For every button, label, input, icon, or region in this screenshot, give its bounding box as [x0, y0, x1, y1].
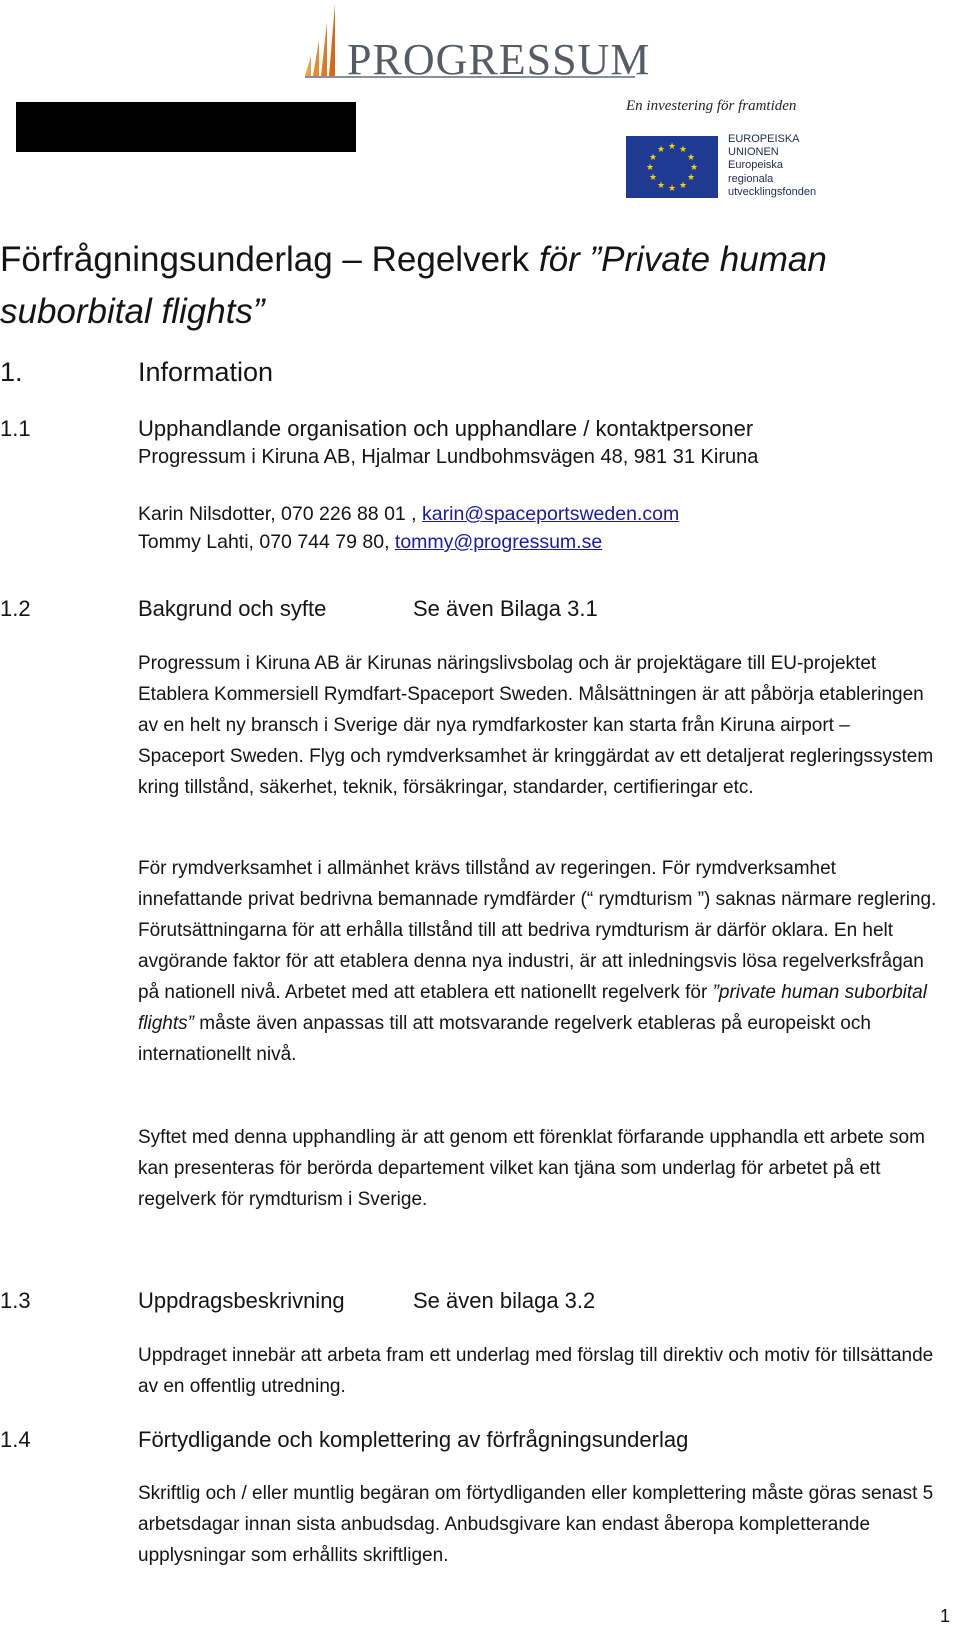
eu-line: UNIONEN [728, 146, 779, 159]
section-heading: Upphandlande organisation och upphandlare / kontaktpersoner [138, 416, 754, 441]
progressum-wordmark: PROGRESSUM [347, 35, 651, 84]
appendix-reference: Se även bilaga 3.2 [413, 1288, 596, 1313]
section-heading: Förtydligande och komplettering av förfrågningsunderlag [138, 1427, 689, 1452]
section-number: 1.1 [0, 416, 31, 441]
contact-name: Tommy Lahti, 070 744 79 80, [138, 531, 395, 553]
section-heading: Uppdragsbeskrivning [138, 1288, 345, 1313]
svg-text:★: ★ [645, 163, 655, 173]
email-link[interactable]: karin@spaceportsweden.com [422, 503, 680, 525]
svg-text:★: ★ [689, 163, 699, 173]
section-number: 1. [0, 357, 23, 387]
organisation-address: Progressum i Kiruna AB, Hjalmar Lundbohmsvägen 48, 981 31 Kiruna [138, 446, 759, 468]
paragraph-text: För rymdverksamhet i allmänhet krävs tillstånd av regeringen. För rymdverksamhet innefattande privat bedrivna bemannade rymdfärder (“ rymdturism ”) saknas närmare reglering. Förutsättningarna för att erhålla tillstånd till att bedriva rymdturism är därför oklara. En helt avgörande faktor för att etablera denna nya industri, är att inledningsvis lösa regelverksfrågan på nationell nivå. Arbetet med att etablera ett nationellt regelverk för [138, 858, 937, 1003]
paragraph: Uppdraget innebär att arbeta fram ett underlag med förslag till direktiv och motiv för tillsättande av en offentlig utredning. [138, 1345, 934, 1397]
eu-flag-icon [626, 136, 718, 198]
svg-text:★: ★ [686, 173, 696, 183]
eu-line: Europeiska [728, 159, 784, 172]
svg-text:★: ★ [667, 142, 677, 152]
section-heading: Bakgrund och syfte [138, 596, 327, 621]
section-number: 1.2 [0, 596, 31, 621]
title-italic-text: för ”Private human suborbital flights” [0, 240, 827, 331]
contact-name: Karin Nilsdotter, 070 226 88 01 , [138, 503, 423, 525]
svg-text:★: ★ [656, 181, 666, 191]
section-heading: Information [138, 357, 274, 387]
svg-text:★: ★ [678, 145, 688, 155]
eu-line: EUROPEISKA [728, 133, 800, 145]
title-text: Förfrågningsunderlag – Regelverk [0, 240, 539, 279]
paragraph: Progressum i Kiruna AB är Kirunas näringslivsbolag och är projektägare till EU-projektet Etablera Kommersiell Rymdfart-Spaceport Sweden. Målsättningen är att påbörja etableringen av en helt ny bransch i Sverige där nya rymdfarkoster kan starta från Kiruna airport – Spaceport Sweden. Flyg och rymdverksamhet är kringgärdat av ett detaljerat regleringssystem kring tillstånd, säkerhet, teknik, försäkringar, standarder, certifieringar etc. [138, 653, 934, 798]
section-number: 1.3 [0, 1288, 31, 1313]
paragraph: Syftet med denna upphandling är att genom ett förenklat förfarande upphandla ett arbete som kan presenteras för berörda departement vilket kan tjäna som underlag för arbetet på ett regelverk för rymdturism i Sverige. [138, 1127, 925, 1210]
eu-label [728, 133, 816, 199]
paragraph-italic-text: ”private human suborbital flights” [138, 982, 927, 1034]
paragraph [138, 853, 938, 1070]
paragraph: Skriftlig och / eller muntlig begäran om förtydliganden eller komplettering måste göras senast 5 arbetsdagar innan sista anbudsdag. Anbudsgivare kan endast åberopa kompletterande upplysningar som erhållits skriftligen. [138, 1483, 934, 1566]
paragraph-text: måste även anpassas till att motsvarande regelverk etableras på europeiskt och internationellt nivå. [138, 1013, 871, 1065]
contact-line [138, 528, 602, 556]
tagline: En investering för framtiden [626, 98, 797, 114]
svg-text:★: ★ [648, 153, 658, 163]
email-link[interactable]: tommy@progressum.se [394, 531, 603, 553]
svg-text:★: ★ [678, 181, 688, 191]
document-title [0, 234, 940, 338]
page-number: 1 [939, 1606, 950, 1626]
contact-line [138, 500, 679, 528]
redacted-block [16, 102, 356, 152]
appendix-reference: Se även Bilaga 3.1 [413, 596, 598, 621]
svg-text:★: ★ [648, 173, 658, 183]
section-number: 1.4 [0, 1427, 31, 1452]
svg-text:★: ★ [686, 153, 696, 163]
svg-text:★: ★ [667, 184, 677, 194]
eu-line: regionala [728, 172, 774, 185]
eu-line: utvecklingsfonden [728, 185, 817, 198]
svg-text:★: ★ [656, 145, 666, 155]
